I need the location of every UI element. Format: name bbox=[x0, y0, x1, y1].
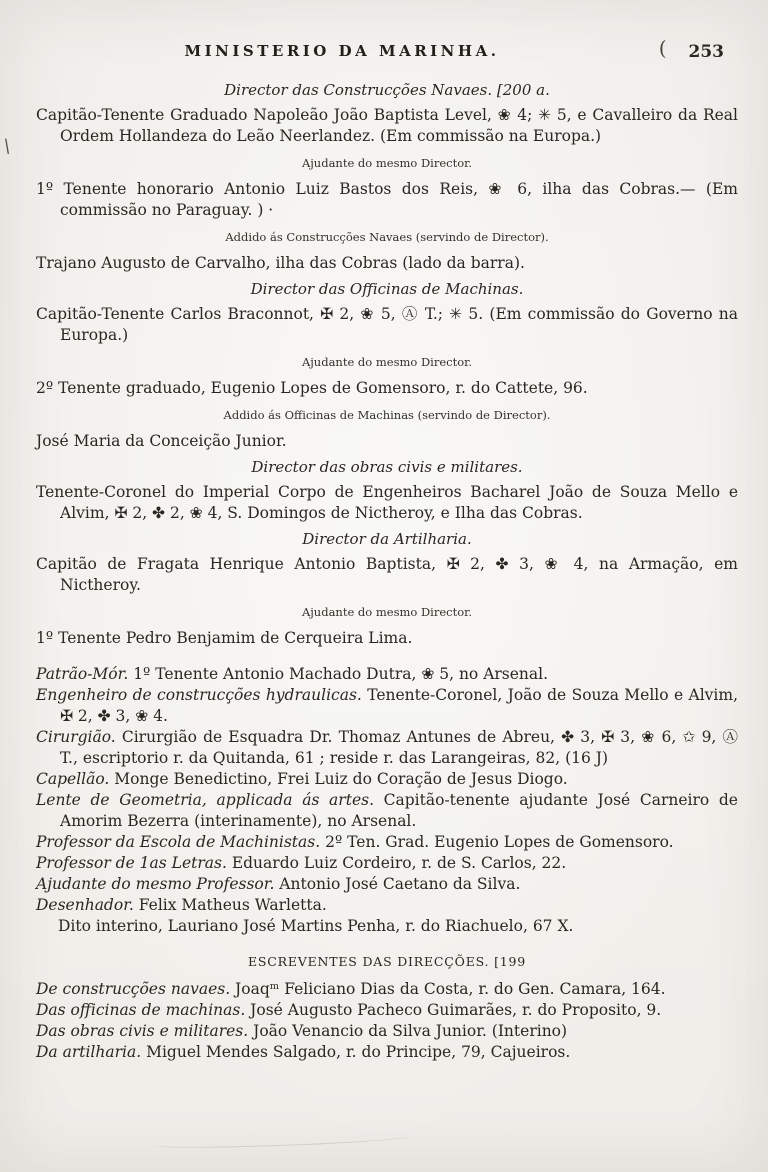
entry-line: Capitão de Fragata Henrique Antonio Baptista, ✠ 2, ✤ 3, ❀ 4, na Armação, em Nictheroy. bbox=[36, 555, 738, 594]
entry-line: Das officinas de machinas. José Augusto Pacheco Guimarães, r. do Proposito, 9. bbox=[36, 1001, 662, 1019]
entry-line: José Maria da Conceição Junior. bbox=[36, 432, 287, 450]
entry-lead: Patrão-Mór. bbox=[36, 665, 129, 683]
entry-line: Capitão-Tenente Carlos Braconnot, ✠ 2, ❀ 5, Ⓐ T.; ✳ 5. (Em commissão do Governo na Europa.) bbox=[36, 305, 738, 344]
entry-line: 1º Tenente honorario Antonio Luiz Bastos dos Reis, ❀ 6, ilha das Cobras.— (Em commissão no Paraguay. ) · bbox=[36, 180, 738, 219]
entry-line: Tenente-Coronel do Imperial Corpo de Engenheiros Bacharel João de Souza Mello e Alvim, ✠ 2, ✤ 2, ❀ 4, S. Domingos de Nictheroy, e Ilha das Cobras. bbox=[36, 483, 738, 522]
entry-line: Cirurgião. Cirurgião de Esquadra Dr. Thomaz Antunes de Abreu, ✤ 3, ✠ 3, ❀ 6, ✩ 9, Ⓐ T., escriptorio r. da Quitanda, 61 ; reside r. das Larangeiras, 82, (16 J) bbox=[36, 728, 738, 767]
entry-lead: Professor da Escola de Machinistas. bbox=[36, 833, 321, 851]
entry-lead: Cirurgião. bbox=[36, 728, 116, 746]
entry-lead: Das officinas de machinas. bbox=[36, 1001, 246, 1019]
document-body bbox=[36, 80, 738, 1063]
section-heading: Director das Construcções Navaes. [200 a. bbox=[224, 81, 550, 99]
entry-lead: Das obras civis e militares. bbox=[36, 1022, 249, 1040]
entry-lead: Desenhador. bbox=[36, 896, 134, 914]
entry-line: Da artilharia. Miguel Mendes Salgado, r. do Principe, 79, Cajueiros. bbox=[36, 1043, 571, 1061]
section-heading: Ajudante do mesmo Director. bbox=[301, 156, 473, 170]
section-heading: Ajudante do mesmo Director. bbox=[301, 355, 473, 369]
section-heading: Ajudante do mesmo Director. bbox=[301, 605, 473, 619]
entry-line: Dito interino, Lauriano José Martins Penha, r. do Riachuelo, 67 X. bbox=[58, 917, 574, 935]
entry-lead: Engenheiro de construcções hydraulicas. bbox=[36, 686, 362, 704]
ink-artifact: \ bbox=[2, 135, 12, 158]
entry-lead: Professor de 1as Letras. bbox=[36, 854, 227, 872]
page-title: MINISTERIO DA MARINHA. bbox=[184, 42, 500, 60]
section-heading: Director das obras civis e militares. bbox=[251, 458, 523, 476]
section-heading: Addido ás Officinas de Machinas (servindo de Director). bbox=[223, 408, 551, 422]
section-heading: Director das Officinas de Machinas. bbox=[250, 280, 524, 298]
entry-line: Capitão-Tenente Graduado Napoleão João Baptista Level, ❀ 4; ✳ 5, e Cavalleiro da Real Ordem Hollandeza do Leão Neerlandez. (Em commissão na Europa.) bbox=[36, 106, 738, 145]
entry-line: Professor de 1as Letras. Eduardo Luiz Cordeiro, r. de S. Carlos, 22. bbox=[36, 854, 567, 872]
entry-line: Desenhador. Felix Matheus Warletta. bbox=[36, 896, 327, 914]
entry-line: Professor da Escola de Machinistas. 2º Ten. Grad. Eugenio Lopes de Gomensoro. bbox=[36, 833, 674, 851]
paren-artifact: ( bbox=[658, 36, 667, 60]
entry-line: 1º Tenente Pedro Benjamim de Cerqueira Lima. bbox=[36, 629, 413, 647]
entry-line: Ajudante do mesmo Professor. Antonio José Caetano da Silva. bbox=[36, 875, 521, 893]
entry-line: De construcções navaes. Joaqᵐ Feliciano Dias da Costa, r. do Gen. Camara, 164. bbox=[36, 980, 666, 998]
scan-smudge-artifact bbox=[150, 1130, 410, 1150]
entry-lead: De construcções navaes. bbox=[36, 980, 231, 998]
page-number-area bbox=[659, 36, 724, 62]
page-number: 253 bbox=[688, 42, 724, 62]
entry-line: Das obras civis e militares. João Venancio da Silva Junior. (Interino) bbox=[36, 1022, 568, 1040]
entry-line: Engenheiro de construcções hydraulicas. Tenente-Coronel, João de Souza Mello e Alvim, ✠ 2, ✤ 3, ❀ 4. bbox=[36, 686, 738, 725]
entry-lead: Da artilharia. bbox=[36, 1043, 142, 1061]
entry-line: Patrão-Mór. 1º Tenente Antonio Machado Dutra, ❀ 5, no Arsenal. bbox=[36, 665, 549, 683]
entry-line: 2º Tenente graduado, Eugenio Lopes de Gomensoro, r. do Cattete, 96. bbox=[36, 379, 588, 397]
entry-line: Trajano Augusto de Carvalho, ilha das Cobras (lado da barra). bbox=[36, 254, 525, 272]
page-header bbox=[36, 36, 738, 70]
entry-lead: Ajudante do mesmo Professor. bbox=[36, 875, 275, 893]
entry-line: Lente de Geometria, applicada ás artes. Capitão-tenente ajudante José Carneiro de Amorim Bezerra (interinamente), no Arsenal. bbox=[36, 791, 738, 830]
entry-line: Capellão. Monge Benedictino, Frei Luiz do Coração de Jesus Diogo. bbox=[36, 770, 568, 788]
entry-lead: Capellão. bbox=[36, 770, 110, 788]
section-heading: Addido ás Construcções Navaes (servindo de Director). bbox=[225, 230, 549, 244]
section-heading: ESCREVENTES DAS DIRECÇÕES. [199 bbox=[247, 954, 527, 969]
entry-lead: Lente de Geometria, applicada ás artes. bbox=[36, 791, 374, 809]
section-heading: Director da Artilharia. bbox=[302, 530, 472, 548]
